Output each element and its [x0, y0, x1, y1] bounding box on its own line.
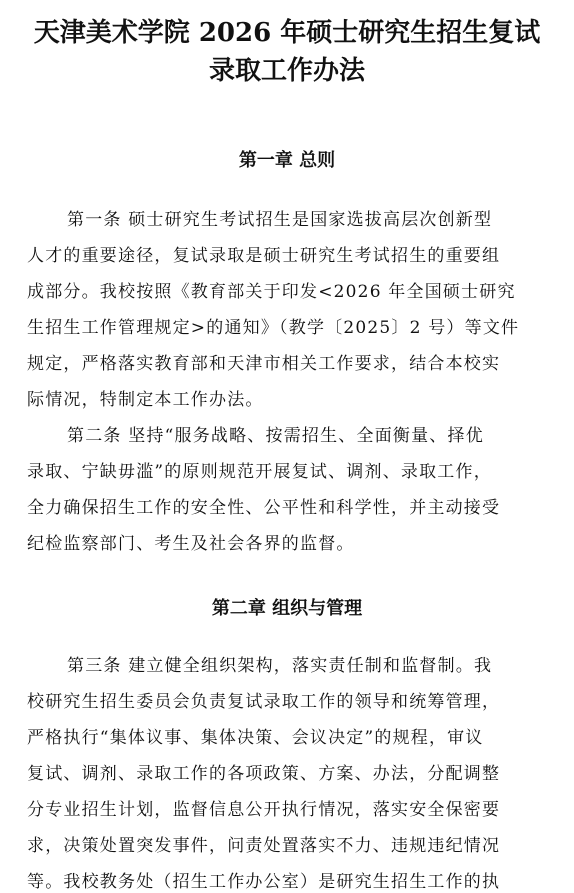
paragraph-line: 严格执行“集体议事、集体决策、会议决定”的规程，审议	[27, 728, 484, 748]
paragraph-line: 校研究生招生委员会负责复试录取工作的领导和统筹管理，	[27, 692, 501, 712]
article-3-paragraph	[0, 648, 574, 893]
title-line-2: 录取工作办法	[208, 56, 365, 86]
paragraph-line: 录取、宁缺毋滥”的原则规范开展复试、调剂、录取工作，	[27, 462, 492, 482]
paragraph-line: 复试、调剂、录取工作的各项政策、方案、办法，分配调整	[27, 764, 501, 784]
paragraph-line: 第二条 坚持“服务战略、按需招生、全面衡量、择优	[67, 426, 484, 446]
paragraph-line: 人才的重要途径，复试录取是硕士研究生考试招生的重要组	[27, 246, 501, 266]
paragraph-line: 分专业招生计划，监督信息公开执行情况，落实安全保密要	[27, 800, 501, 820]
paragraph-line: 规定，严格落实教育部和天津市相关工作要求，结合本校实	[27, 354, 501, 374]
article-1-paragraph	[0, 202, 574, 418]
chapter-heading-2: 第二章 组织与管理	[211, 598, 363, 619]
paragraph-line: 成部分。我校按照《教育部关于印发<2026 年全国硕士研究	[27, 282, 516, 302]
chapter-heading-1: 第一章 总则	[238, 150, 336, 171]
paragraph-line: 全力确保招生工作的安全性、公平性和科学性，并主动接受	[27, 498, 501, 518]
paragraph-line: 际情况，特制定本工作办法。	[27, 390, 264, 410]
paragraph-line: 第一条 硕士研究生考试招生是国家选拔高层次创新型	[67, 210, 493, 230]
paragraph-line: 纪检监察部门、考生及社会各界的监督。	[27, 534, 355, 554]
article-2-paragraph	[0, 418, 574, 562]
paragraph-line: 生招生工作管理规定>的通知》（教学〔2025〕2 号）等文件	[27, 318, 520, 338]
document-title	[0, 0, 574, 90]
paragraph-line: 第三条 建立健全组织架构，落实责任制和监督制。我	[67, 656, 493, 676]
title-line-1: 天津美术学院 2026 年硕士研究生招生复试	[33, 18, 541, 48]
paragraph-line: 等。我校教务处（招生工作办公室）是研究生招生工作的执	[27, 872, 501, 892]
paragraph-line: 求，决策处置突发事件，问责处置落实不力、违规违纪情况	[27, 836, 501, 856]
